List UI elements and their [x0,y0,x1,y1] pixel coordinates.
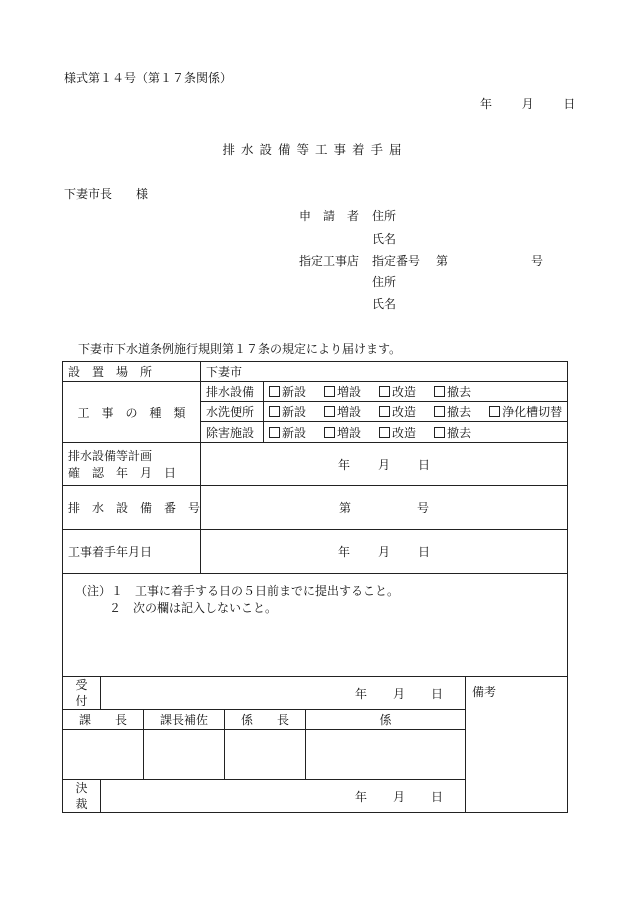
plan-date-row [63,443,568,486]
work-type-category: 水洗便所 [201,402,264,422]
note-2: ２ 次の欄は記入しないこと。 [109,601,278,615]
start-date-label: 工事着手年月日 [63,530,201,574]
checkbox-option[interactable]: 増設 [324,403,361,420]
checkbox-option[interactable]: 新設 [269,424,306,441]
checkbox-icon[interactable] [269,406,280,417]
start-date-value: 年 月 日 [201,530,568,574]
checkbox-icon[interactable] [379,427,390,438]
remarks-label: 備考 [472,685,497,699]
checkbox-icon[interactable] [379,406,390,417]
hosa-seal[interactable] [144,730,225,780]
checkbox-icon[interactable] [324,386,335,397]
drainage-number-value: 第 号 [201,486,568,530]
addressee: 下妻市長 様 [64,187,149,201]
kakari-header: 係 [306,710,466,730]
decision-date: 年 月 日 [101,780,466,813]
kacho-header: 課 長 [63,710,144,730]
checkbox-icon[interactable] [434,406,445,417]
checkbox-option[interactable]: 改造 [379,424,416,441]
checkbox-icon[interactable] [434,386,445,397]
plan-date-value: 年 月 日 [201,443,568,486]
checkbox-icon[interactable] [434,427,445,438]
note-1: （注）１ 工事に着手する日の５日前までに提出すること。 [75,584,400,598]
applicant-label: 申 請 者 [299,209,360,223]
document-title: 排水設備等工事着手届 [222,142,408,157]
checkbox-option[interactable]: 撤去 [434,403,471,420]
received-label: 受 付 [63,677,101,710]
checkbox-icon[interactable] [379,386,390,397]
contractor-name-label: 氏名 [372,297,397,311]
kakaricho-header: 係 長 [225,710,306,730]
checkbox-option[interactable]: 新設 [269,383,306,400]
drainage-number-row [63,486,568,530]
checkbox-option[interactable]: 増設 [324,383,361,400]
checkbox-option[interactable]: 浄化槽切替 [489,403,562,420]
checkbox-icon[interactable] [324,406,335,417]
location-value: 下妻市 [201,362,568,382]
contractor-number-prefix: 第 [436,254,449,268]
checkbox-icon[interactable] [269,386,280,397]
remarks-cell [466,677,568,813]
notes [63,574,568,677]
checkbox-option[interactable]: 改造 [379,383,416,400]
intro-text: 下妻市下水道条例施行規則第１７条の規定により届けます。 [78,342,402,356]
work-type-label: 工 事 の 種 類 [63,382,201,443]
work-type-category: 排水設備 [201,382,264,402]
work-type-category: 除害施設 [201,422,264,443]
office-use-table [62,676,568,813]
contractor-address-label: 住所 [372,275,397,289]
applicant-address-label: 住所 [372,209,397,223]
notes-row [63,574,568,677]
date-year: 年 [480,97,493,111]
application-table [62,361,568,677]
plan-date-label: 排水設備等計画 確 認 年 月 日 [63,443,201,486]
checkbox-icon[interactable] [324,427,335,438]
work-type-options [264,382,568,402]
contractor-number-suffix: 号 [531,254,544,268]
work-type-options [264,402,568,422]
drainage-number-label: 排 水 設 備 番 号 [63,486,201,530]
kakaricho-seal[interactable] [225,730,306,780]
hosa-header: 課長補佐 [144,710,225,730]
checkbox-icon[interactable] [489,406,500,417]
start-date-row [63,530,568,574]
checkbox-option[interactable]: 撤去 [434,424,471,441]
contractor-label: 指定工事店 [299,254,360,268]
location-label: 設 置 場 所 [63,362,201,382]
work-type-row [63,382,568,402]
decision-label: 決 裁 [63,780,101,813]
received-date: 年 月 日 [101,677,466,710]
kacho-seal[interactable] [63,730,144,780]
checkbox-option[interactable]: 改造 [379,403,416,420]
work-type-options [264,422,568,443]
checkbox-option[interactable]: 増設 [324,424,361,441]
form-number: 様式第１４号（第１７条関係） [64,71,233,85]
checkbox-option[interactable]: 新設 [269,403,306,420]
checkbox-icon[interactable] [269,427,280,438]
date-month: 月 [521,97,534,111]
checkbox-option[interactable]: 撤去 [434,383,471,400]
date-day: 日 [563,97,576,111]
kakari-seal[interactable] [306,730,466,780]
location-row [63,362,568,382]
applicant-name-label: 氏名 [372,232,397,246]
contractor-number-label: 指定番号 [372,254,421,268]
submission-date [480,95,575,112]
